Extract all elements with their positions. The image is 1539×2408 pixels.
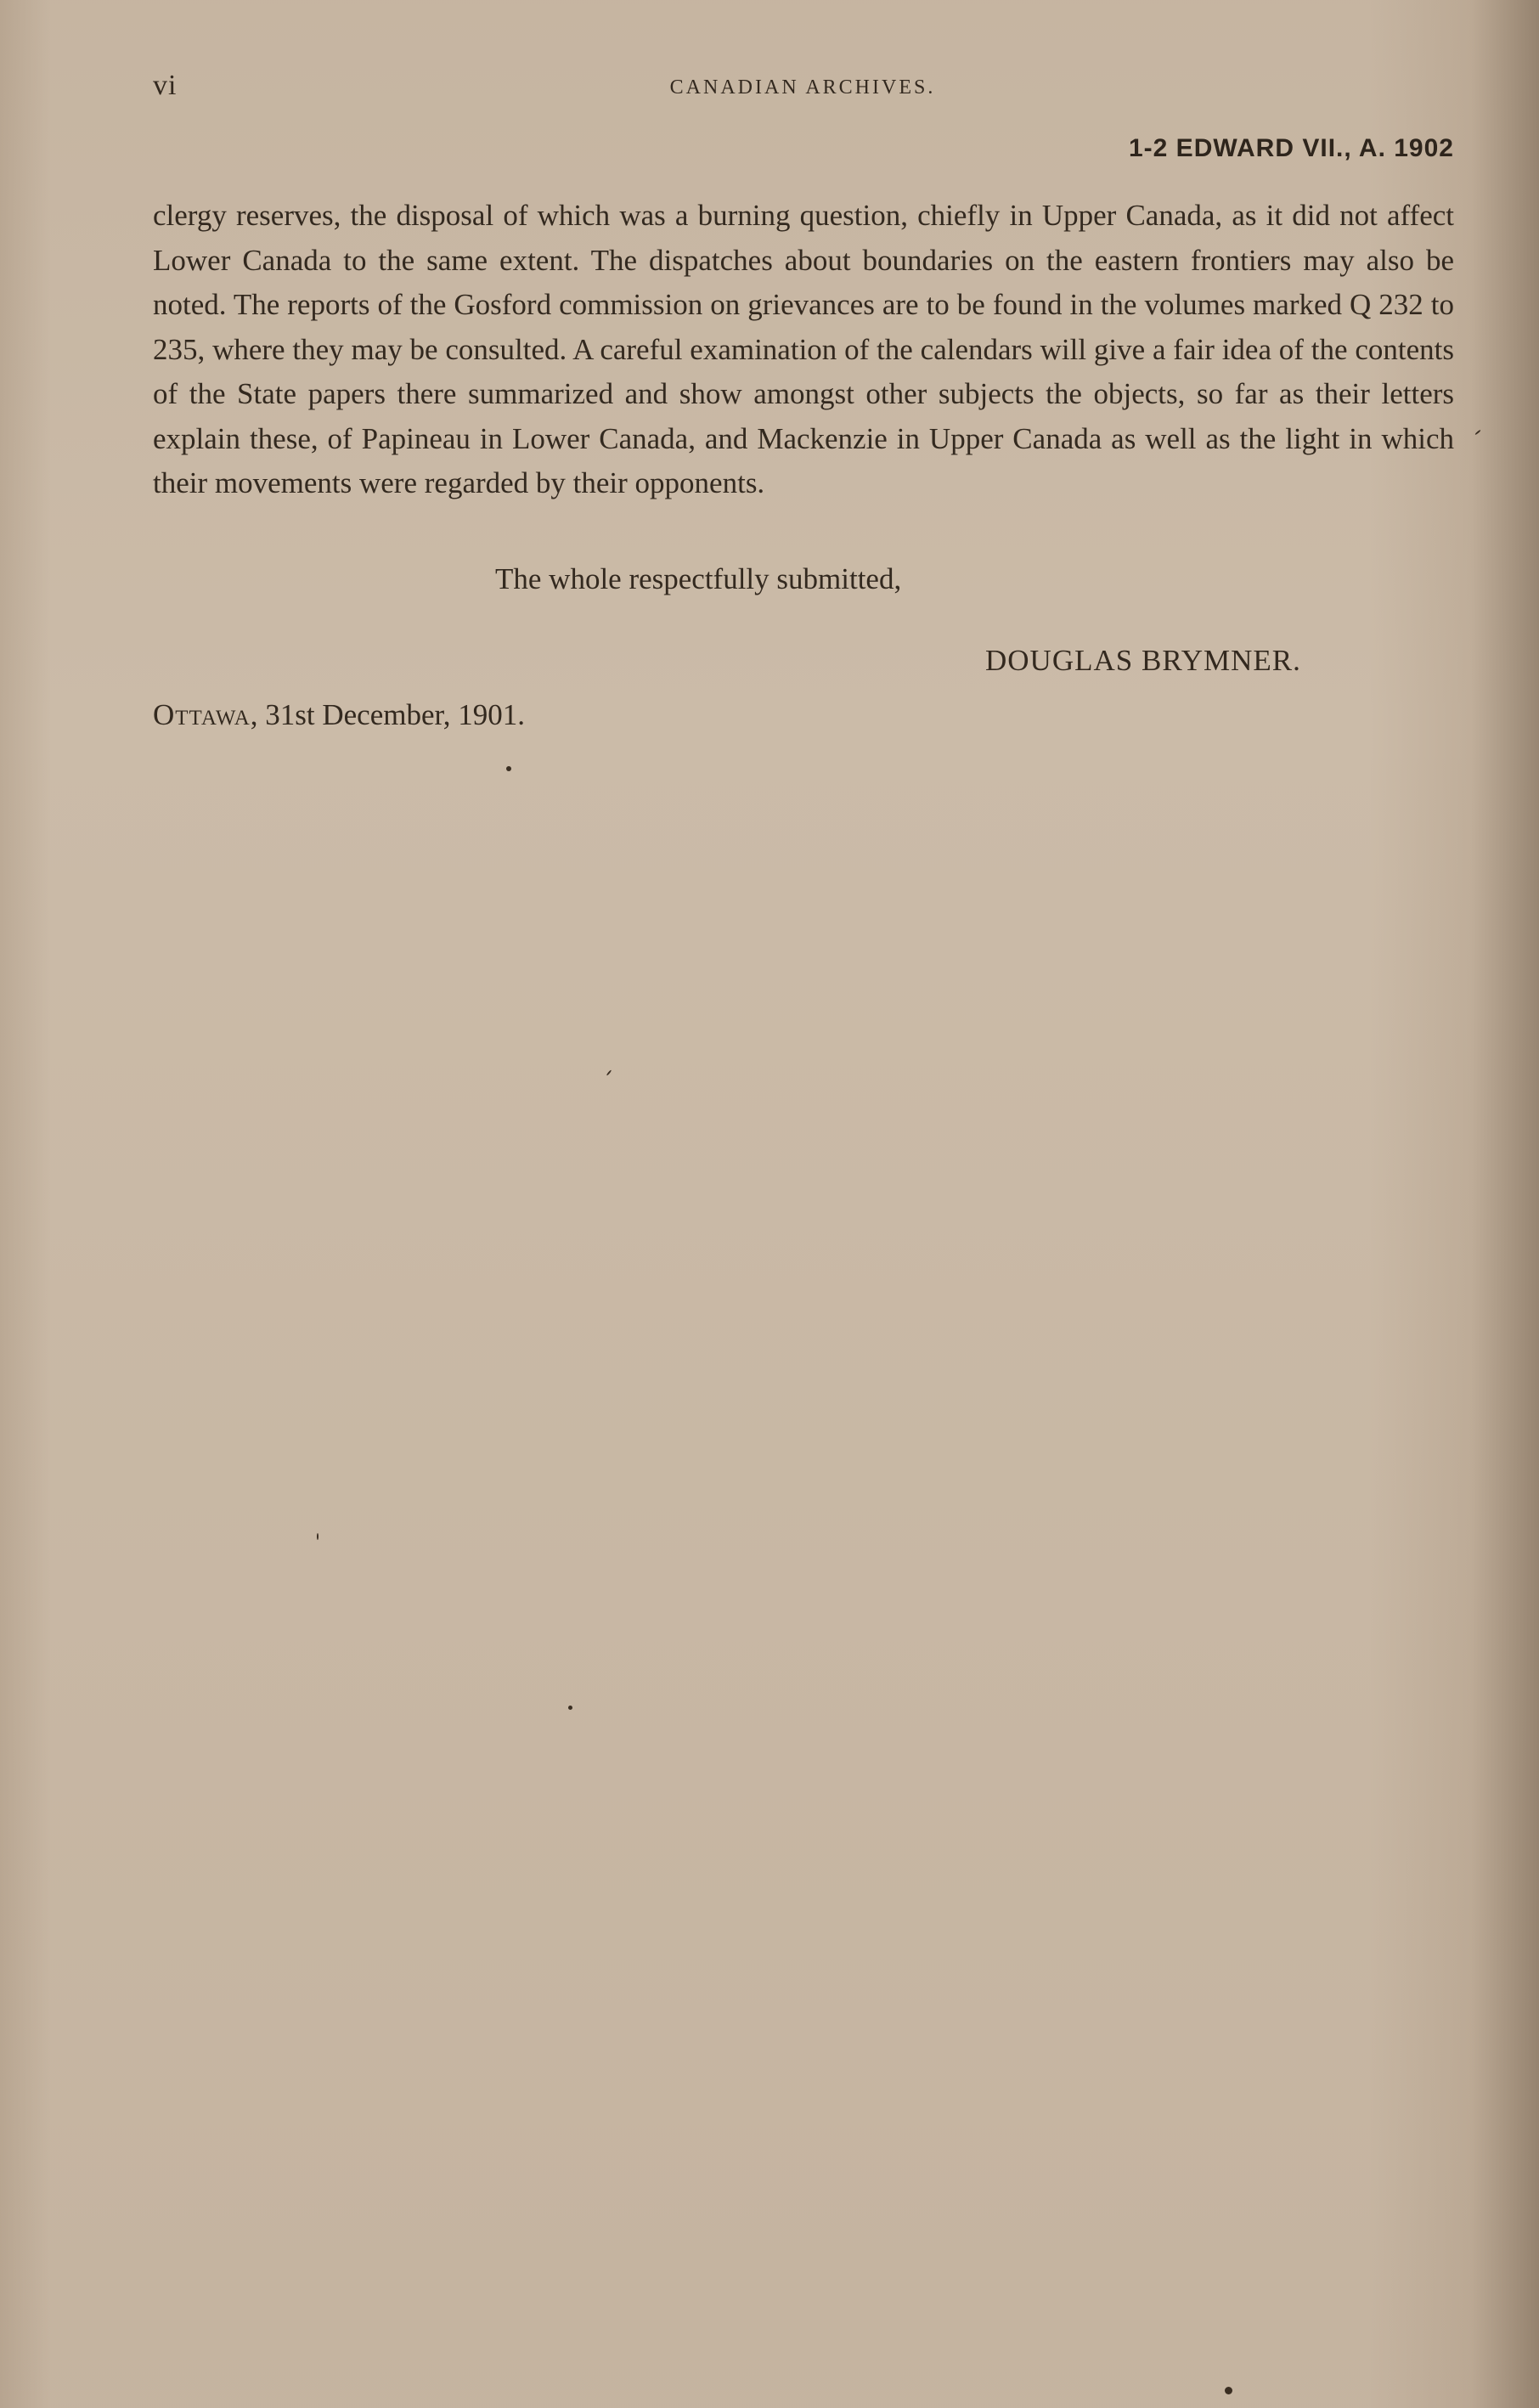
dateline-date: , 31st December, 1901. <box>250 698 525 731</box>
paper-speck <box>1225 2387 1232 2394</box>
session-label: 1-2 EDWARD VII., A. 1902 <box>1128 134 1454 162</box>
running-title: CANADIAN ARCHIVES. <box>669 76 936 99</box>
running-head <box>153 70 1452 104</box>
paper-speck <box>568 1706 572 1710</box>
paper-speck <box>1474 430 1480 436</box>
dateline-place: Ottawa <box>153 698 251 731</box>
signature: DOUGLAS BRYMNER. <box>985 644 1301 677</box>
dateline <box>153 698 525 732</box>
paper-speck <box>506 766 511 771</box>
closing-line: The whole respectfully submitted, <box>495 562 902 595</box>
paper-speck <box>606 1069 612 1075</box>
page-numeral: vi <box>153 70 178 101</box>
paper-speck <box>317 1533 319 1540</box>
body-paragraph: clergy reserves, the disposal of which was a burning question, chiefly in Upper Canada, as it did not affect Lower Canada to the same extent. The dispatches about boundaries on the eastern frontiers may also be noted. The reports of the Gosford commission on grievances are to be found in the volumes marked Q 232 to 235, where they may be consulted. A careful examination of the calendars will give a fair idea of the contents of the State papers there summarized and show amongst other subjects the objects, so far as their letters explain these, of Papineau in Lower Canada, and Mackenzie in Upper Canada as well as the light in which their movements were regarded by their opponents. <box>153 199 1454 499</box>
